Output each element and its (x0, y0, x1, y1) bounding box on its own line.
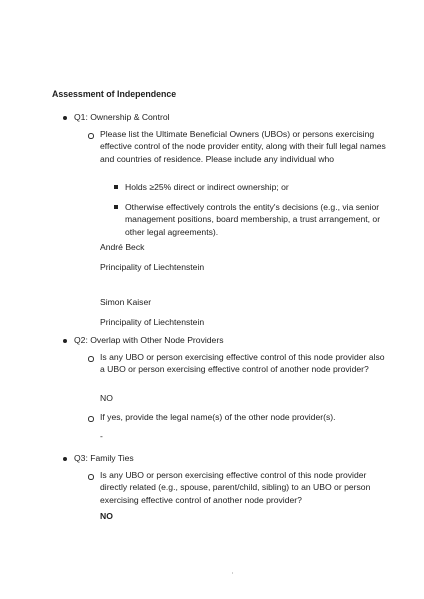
q1-label: Q1: Ownership & Control (74, 112, 170, 122)
bullet-icon (63, 116, 67, 120)
owner-2-name: Simon Kaiser (100, 297, 152, 307)
scan-speck (232, 572, 233, 574)
owner-2-country: Principality of Liechtenstein (100, 317, 205, 327)
q2-followup-answer: - (100, 431, 103, 441)
circle-bullet-icon (88, 474, 94, 480)
q3-prompt: Is any UBO or person exercising effective control of this node provider directly related (e.g., spouse, parent/child, sibling) to an UBO or person exercising effective control of another node provider? (100, 470, 371, 505)
square-bullet-icon (114, 185, 118, 189)
q3-answer: NO (100, 511, 113, 521)
q1-prompt: Please list the Ultimate Beneficial Owners (UBOs) or persons exercising effective control of the node provider entity, along with their full legal names and countries of residence. Please include any individual who (100, 129, 386, 164)
square-bullet-icon (114, 205, 118, 209)
q1-criterion-2: Otherwise effectively controls the entity's decisions (e.g., via senior management positions, board membership, a trust arrangement, or other legal agreements). (125, 202, 381, 237)
bullet-icon (63, 457, 67, 461)
circle-bullet-icon (88, 133, 94, 139)
q2-answer: NO (100, 393, 113, 403)
owner-1-country: Principality of Liechtenstein (100, 262, 205, 272)
owner-1-name: André Beck (100, 242, 145, 252)
q2-label: Q2: Overlap with Other Node Providers (74, 335, 224, 345)
q2-followup: If yes, provide the legal name(s) of the other node provider(s). (100, 412, 336, 422)
bullet-icon (63, 339, 67, 343)
circle-bullet-icon (88, 416, 94, 422)
circle-bullet-icon (88, 356, 94, 362)
q2-prompt: Is any UBO or person exercising effective control of this node provider also a UBO or person exercising effective control of another node provider? (100, 352, 385, 375)
section-title: Assessment of Independence (52, 89, 177, 99)
q3-label: Q3: Family Ties (74, 453, 134, 463)
q1-criterion-1: Holds ≥25% direct or indirect ownership; or (125, 182, 289, 192)
